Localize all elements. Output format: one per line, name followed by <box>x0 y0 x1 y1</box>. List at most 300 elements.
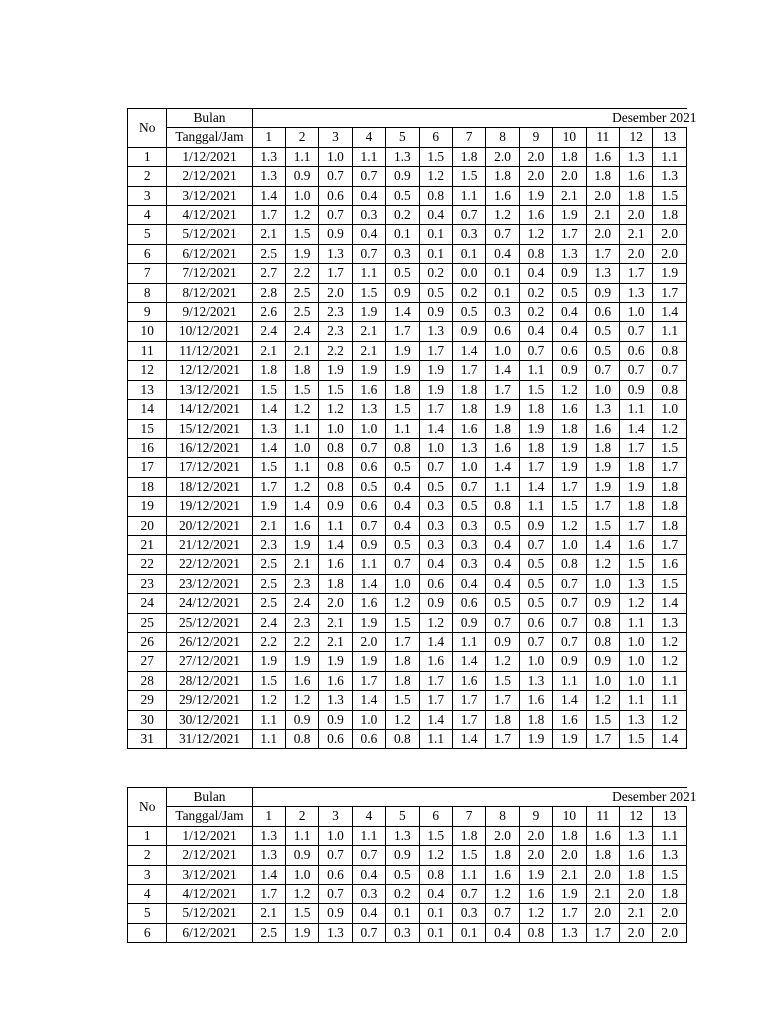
value-cell: 1.2 <box>553 380 586 399</box>
value-cell: 0.7 <box>452 885 485 904</box>
value-cell: 1.8 <box>319 574 352 593</box>
row-date: 1/12/2021 <box>167 147 252 166</box>
value-cell: 0.8 <box>419 865 452 884</box>
value-cell: 0.6 <box>619 341 652 360</box>
value-cell: 1.1 <box>352 555 385 574</box>
value-cell: 1.9 <box>285 652 318 671</box>
value-cell: 1.3 <box>586 400 619 419</box>
value-cell: 1.9 <box>386 341 419 360</box>
value-cell: 1.7 <box>553 477 586 496</box>
value-cell: 1.9 <box>519 865 552 884</box>
value-cell: 0.8 <box>519 244 552 263</box>
value-cell: 1.8 <box>653 477 687 496</box>
value-cell: 1.6 <box>319 555 352 574</box>
value-cell: 1.3 <box>352 400 385 419</box>
value-cell: 1.7 <box>419 691 452 710</box>
row-number: 6 <box>128 244 167 263</box>
row-date: 5/12/2021 <box>167 904 252 923</box>
value-cell: 2.4 <box>252 322 285 341</box>
value-cell: 1.5 <box>486 671 519 690</box>
value-cell: 1.8 <box>486 167 519 186</box>
row-number: 22 <box>128 555 167 574</box>
row-date: 13/12/2021 <box>167 380 252 399</box>
value-cell: 1.5 <box>619 555 652 574</box>
table-row <box>128 865 687 884</box>
value-cell: 1.1 <box>285 419 318 438</box>
value-cell: 0.6 <box>586 303 619 322</box>
value-cell: 1.5 <box>319 380 352 399</box>
value-cell: 1.2 <box>519 904 552 923</box>
value-cell: 1.4 <box>419 710 452 729</box>
value-cell: 0.7 <box>519 535 552 554</box>
value-cell: 0.6 <box>519 613 552 632</box>
value-cell: 0.9 <box>419 303 452 322</box>
value-cell: 1.6 <box>586 419 619 438</box>
table-row <box>128 574 687 593</box>
value-cell: 1.0 <box>285 186 318 205</box>
value-cell: 2.1 <box>352 341 385 360</box>
value-cell: 1.7 <box>586 730 619 749</box>
value-cell: 2.5 <box>252 594 285 613</box>
value-cell: 1.5 <box>386 400 419 419</box>
value-cell: 0.8 <box>486 497 519 516</box>
row-number: 19 <box>128 497 167 516</box>
value-cell: 1.7 <box>252 206 285 225</box>
value-cell: 1.4 <box>386 303 419 322</box>
row-date: 3/12/2021 <box>167 186 252 205</box>
table-row <box>128 400 687 419</box>
value-cell: 1.0 <box>586 671 619 690</box>
value-cell: 2.0 <box>619 244 652 263</box>
value-cell: 0.6 <box>553 341 586 360</box>
value-cell: 1.3 <box>553 923 586 942</box>
value-cell: 1.9 <box>553 885 586 904</box>
row-number: 26 <box>128 632 167 651</box>
value-cell: 0.2 <box>519 283 552 302</box>
value-cell: 0.3 <box>486 303 519 322</box>
value-cell: 2.0 <box>653 244 687 263</box>
value-cell: 0.4 <box>386 497 419 516</box>
value-cell: 2.5 <box>252 244 285 263</box>
row-date: 7/12/2021 <box>167 264 252 283</box>
value-cell: 1.2 <box>285 885 318 904</box>
value-cell: 0.5 <box>386 865 419 884</box>
value-cell: 1.3 <box>252 167 285 186</box>
value-cell: 0.2 <box>452 283 485 302</box>
value-cell: 1.2 <box>653 652 687 671</box>
value-cell: 1.0 <box>519 652 552 671</box>
value-cell: 0.7 <box>553 632 586 651</box>
value-cell: 1.3 <box>619 147 652 166</box>
row-date: 1/12/2021 <box>167 826 252 845</box>
value-cell: 1.0 <box>619 303 652 322</box>
value-cell: 0.4 <box>352 865 385 884</box>
value-cell: 1.1 <box>319 516 352 535</box>
value-cell: 1.0 <box>319 419 352 438</box>
value-cell: 1.8 <box>486 710 519 729</box>
value-cell: 1.8 <box>586 846 619 865</box>
value-cell: 1.5 <box>419 147 452 166</box>
value-cell: 1.7 <box>619 438 652 457</box>
value-cell: 0.7 <box>352 846 385 865</box>
value-cell: 0.9 <box>285 167 318 186</box>
value-cell: 1.1 <box>619 400 652 419</box>
value-cell: 1.9 <box>519 186 552 205</box>
value-cell: 0.2 <box>386 206 419 225</box>
value-cell: 1.4 <box>519 477 552 496</box>
row-date: 20/12/2021 <box>167 516 252 535</box>
table-row <box>128 303 687 322</box>
value-cell: 1.4 <box>419 419 452 438</box>
value-cell: 1.6 <box>319 671 352 690</box>
value-cell: 0.7 <box>586 361 619 380</box>
value-cell: 0.4 <box>486 244 519 263</box>
table-row <box>128 535 687 554</box>
value-cell: 0.3 <box>352 885 385 904</box>
value-cell: 0.4 <box>486 555 519 574</box>
value-cell: 1.9 <box>386 361 419 380</box>
value-cell: 1.8 <box>653 885 687 904</box>
row-date: 4/12/2021 <box>167 206 252 225</box>
row-date: 31/12/2021 <box>167 730 252 749</box>
value-cell: 1.0 <box>553 535 586 554</box>
table-row <box>128 341 687 360</box>
value-cell: 1.1 <box>252 730 285 749</box>
hour-header: 12 <box>619 807 652 826</box>
value-cell: 0.9 <box>519 516 552 535</box>
value-cell: 0.3 <box>419 535 452 554</box>
row-number: 28 <box>128 671 167 690</box>
value-cell: 2.1 <box>553 865 586 884</box>
value-cell: 1.0 <box>352 419 385 438</box>
value-cell: 0.7 <box>319 846 352 865</box>
value-cell: 1.3 <box>386 147 419 166</box>
value-cell: 0.7 <box>352 244 385 263</box>
value-cell: 2.0 <box>586 904 619 923</box>
value-cell: 1.9 <box>553 438 586 457</box>
hour-header: 1 <box>252 807 285 826</box>
value-cell: 2.1 <box>586 885 619 904</box>
value-cell: 1.9 <box>352 652 385 671</box>
value-cell: 2.0 <box>486 147 519 166</box>
row-date: 22/12/2021 <box>167 555 252 574</box>
hour-header: 3 <box>319 128 352 147</box>
value-cell: 0.5 <box>452 497 485 516</box>
value-cell: 0.7 <box>553 594 586 613</box>
value-cell: 0.3 <box>452 516 485 535</box>
value-cell: 1.5 <box>285 380 318 399</box>
value-cell: 1.7 <box>252 885 285 904</box>
row-number: 20 <box>128 516 167 535</box>
value-cell: 0.9 <box>352 535 385 554</box>
value-cell: 1.1 <box>352 147 385 166</box>
value-cell: 1.0 <box>619 632 652 651</box>
hour-header: 5 <box>386 807 419 826</box>
value-cell: 1.4 <box>285 497 318 516</box>
value-cell: 0.5 <box>386 535 419 554</box>
value-cell: 2.0 <box>319 594 352 613</box>
value-cell: 0.1 <box>486 283 519 302</box>
table-row <box>128 438 687 457</box>
value-cell: 0.3 <box>352 206 385 225</box>
value-cell: 1.6 <box>519 885 552 904</box>
value-cell: 1.5 <box>586 516 619 535</box>
row-number: 7 <box>128 264 167 283</box>
value-cell: 1.3 <box>419 322 452 341</box>
month-label: Desember 2021 <box>612 110 697 125</box>
value-cell: 2.5 <box>252 574 285 593</box>
value-cell: 1.3 <box>619 710 652 729</box>
value-cell: 0.6 <box>419 574 452 593</box>
value-cell: 0.5 <box>386 186 419 205</box>
row-date: 6/12/2021 <box>167 244 252 263</box>
value-cell: 1.7 <box>452 710 485 729</box>
row-date: 25/12/2021 <box>167 613 252 632</box>
hour-header: 10 <box>553 128 586 147</box>
table-row <box>128 826 687 845</box>
value-cell: 2.5 <box>285 303 318 322</box>
value-cell: 2.2 <box>285 264 318 283</box>
value-cell: 0.6 <box>486 322 519 341</box>
value-cell: 1.9 <box>653 264 687 283</box>
value-cell: 0.4 <box>419 885 452 904</box>
value-cell: 1.3 <box>653 613 687 632</box>
value-cell: 0.8 <box>553 555 586 574</box>
hour-header: 13 <box>653 128 687 147</box>
value-cell: 0.4 <box>553 322 586 341</box>
value-cell: 0.1 <box>419 244 452 263</box>
value-cell: 1.0 <box>653 400 687 419</box>
value-cell: 1.8 <box>452 826 485 845</box>
hour-header: 5 <box>386 128 419 147</box>
row-date: 30/12/2021 <box>167 710 252 729</box>
value-cell: 1.7 <box>619 516 652 535</box>
bulan-header: Bulan <box>167 109 252 128</box>
tide-table-1-wrapper <box>127 108 697 749</box>
value-cell: 1.7 <box>586 923 619 942</box>
value-cell: 0.5 <box>519 555 552 574</box>
value-cell: 2.0 <box>486 826 519 845</box>
value-cell: 1.9 <box>586 458 619 477</box>
value-cell: 0.7 <box>619 361 652 380</box>
row-number: 29 <box>128 691 167 710</box>
header-row <box>128 807 687 826</box>
value-cell: 1.1 <box>285 458 318 477</box>
value-cell: 1.2 <box>486 652 519 671</box>
value-cell: 1.8 <box>519 400 552 419</box>
value-cell: 0.9 <box>586 652 619 671</box>
value-cell: 1.3 <box>653 846 687 865</box>
hour-header: 9 <box>519 128 552 147</box>
value-cell: 2.0 <box>319 283 352 302</box>
value-cell: 0.7 <box>519 632 552 651</box>
value-cell: 1.4 <box>486 458 519 477</box>
value-cell: 1.4 <box>352 574 385 593</box>
value-cell: 1.7 <box>553 225 586 244</box>
row-number: 24 <box>128 594 167 613</box>
value-cell: 1.7 <box>352 671 385 690</box>
value-cell: 1.2 <box>419 167 452 186</box>
row-date: 17/12/2021 <box>167 458 252 477</box>
value-cell: 0.7 <box>486 904 519 923</box>
row-number: 14 <box>128 400 167 419</box>
value-cell: 0.1 <box>419 904 452 923</box>
row-date: 26/12/2021 <box>167 632 252 651</box>
value-cell: 1.5 <box>386 613 419 632</box>
hour-header: 13 <box>653 807 687 826</box>
row-date: 8/12/2021 <box>167 283 252 302</box>
value-cell: 1.0 <box>285 438 318 457</box>
value-cell: 1.7 <box>653 458 687 477</box>
month-header <box>252 788 697 807</box>
value-cell: 0.9 <box>319 225 352 244</box>
value-cell: 1.4 <box>653 303 687 322</box>
value-cell: 0.9 <box>285 846 318 865</box>
value-cell: 1.3 <box>452 438 485 457</box>
row-date: 18/12/2021 <box>167 477 252 496</box>
value-cell: 1.5 <box>285 225 318 244</box>
value-cell: 1.8 <box>619 458 652 477</box>
hour-header: 8 <box>486 807 519 826</box>
value-cell: 1.9 <box>586 477 619 496</box>
value-cell: 1.7 <box>419 671 452 690</box>
value-cell: 1.8 <box>553 826 586 845</box>
value-cell: 1.8 <box>553 147 586 166</box>
value-cell: 1.2 <box>486 885 519 904</box>
no-header: No <box>128 788 167 827</box>
value-cell: 2.3 <box>319 303 352 322</box>
value-cell: 1.2 <box>386 594 419 613</box>
value-cell: 0.9 <box>553 264 586 283</box>
value-cell: 0.4 <box>419 206 452 225</box>
value-cell: 0.3 <box>386 923 419 942</box>
header-row <box>128 109 687 128</box>
row-date: 6/12/2021 <box>167 923 252 942</box>
value-cell: 1.6 <box>619 535 652 554</box>
value-cell: 1.2 <box>519 225 552 244</box>
value-cell: 1.4 <box>653 730 687 749</box>
value-cell: 0.9 <box>553 361 586 380</box>
value-cell: 0.7 <box>452 206 485 225</box>
value-cell: 1.6 <box>285 671 318 690</box>
value-cell: 1.1 <box>452 186 485 205</box>
value-cell: 1.9 <box>252 497 285 516</box>
row-number: 11 <box>128 341 167 360</box>
value-cell: 0.9 <box>586 283 619 302</box>
table-row <box>128 458 687 477</box>
value-cell: 0.6 <box>319 730 352 749</box>
value-cell: 1.5 <box>586 710 619 729</box>
value-cell: 0.5 <box>352 477 385 496</box>
value-cell: 0.8 <box>319 477 352 496</box>
row-date: 11/12/2021 <box>167 341 252 360</box>
row-date: 16/12/2021 <box>167 438 252 457</box>
value-cell: 0.8 <box>519 923 552 942</box>
value-cell: 1.4 <box>553 691 586 710</box>
value-cell: 0.1 <box>419 225 452 244</box>
table-row <box>128 361 687 380</box>
value-cell: 0.9 <box>553 652 586 671</box>
value-cell: 2.0 <box>553 167 586 186</box>
table-row <box>128 186 687 205</box>
value-cell: 0.8 <box>319 458 352 477</box>
value-cell: 2.1 <box>352 322 385 341</box>
value-cell: 1.2 <box>285 477 318 496</box>
value-cell: 0.4 <box>486 574 519 593</box>
value-cell: 1.2 <box>586 555 619 574</box>
table-row <box>128 380 687 399</box>
row-date: 14/12/2021 <box>167 400 252 419</box>
value-cell: 2.0 <box>619 206 652 225</box>
row-date: 4/12/2021 <box>167 885 252 904</box>
value-cell: 2.0 <box>553 846 586 865</box>
value-cell: 2.0 <box>653 904 687 923</box>
value-cell: 0.9 <box>319 710 352 729</box>
value-cell: 0.3 <box>419 516 452 535</box>
value-cell: 2.0 <box>519 147 552 166</box>
value-cell: 1.7 <box>653 535 687 554</box>
table-row <box>128 885 687 904</box>
row-date: 3/12/2021 <box>167 865 252 884</box>
value-cell: 1.7 <box>452 361 485 380</box>
value-cell: 2.0 <box>619 885 652 904</box>
value-cell: 1.8 <box>653 206 687 225</box>
row-date: 15/12/2021 <box>167 419 252 438</box>
value-cell: 1.8 <box>653 516 687 535</box>
value-cell: 1.8 <box>452 380 485 399</box>
value-cell: 1.8 <box>619 865 652 884</box>
value-cell: 1.0 <box>419 438 452 457</box>
value-cell: 2.1 <box>619 904 652 923</box>
value-cell: 1.9 <box>486 400 519 419</box>
row-number: 1 <box>128 147 167 166</box>
value-cell: 1.3 <box>252 419 285 438</box>
value-cell: 0.9 <box>486 632 519 651</box>
value-cell: 1.4 <box>352 691 385 710</box>
row-date: 2/12/2021 <box>167 167 252 186</box>
value-cell: 1.9 <box>352 361 385 380</box>
value-cell: 1.7 <box>252 477 285 496</box>
value-cell: 1.0 <box>586 380 619 399</box>
value-cell: 0.7 <box>319 167 352 186</box>
value-cell: 1.7 <box>486 730 519 749</box>
value-cell: 1.8 <box>619 497 652 516</box>
value-cell: 2.6 <box>252 303 285 322</box>
value-cell: 1.9 <box>553 206 586 225</box>
row-number: 3 <box>128 865 167 884</box>
value-cell: 2.5 <box>252 555 285 574</box>
hour-header: 11 <box>586 128 619 147</box>
row-number: 15 <box>128 419 167 438</box>
row-number: 1 <box>128 826 167 845</box>
value-cell: 1.8 <box>586 438 619 457</box>
value-cell: 0.9 <box>386 167 419 186</box>
tide-table-1 <box>127 108 697 749</box>
value-cell: 1.1 <box>619 613 652 632</box>
row-number: 2 <box>128 846 167 865</box>
value-cell: 1.6 <box>619 846 652 865</box>
value-cell: 0.3 <box>386 244 419 263</box>
value-cell: 0.1 <box>452 923 485 942</box>
hour-header: 6 <box>419 807 452 826</box>
value-cell: 1.9 <box>285 244 318 263</box>
value-cell: 1.0 <box>586 574 619 593</box>
value-cell: 0.4 <box>352 904 385 923</box>
value-cell: 1.2 <box>553 516 586 535</box>
value-cell: 1.2 <box>419 846 452 865</box>
value-cell: 2.0 <box>519 167 552 186</box>
value-cell: 1.9 <box>553 730 586 749</box>
